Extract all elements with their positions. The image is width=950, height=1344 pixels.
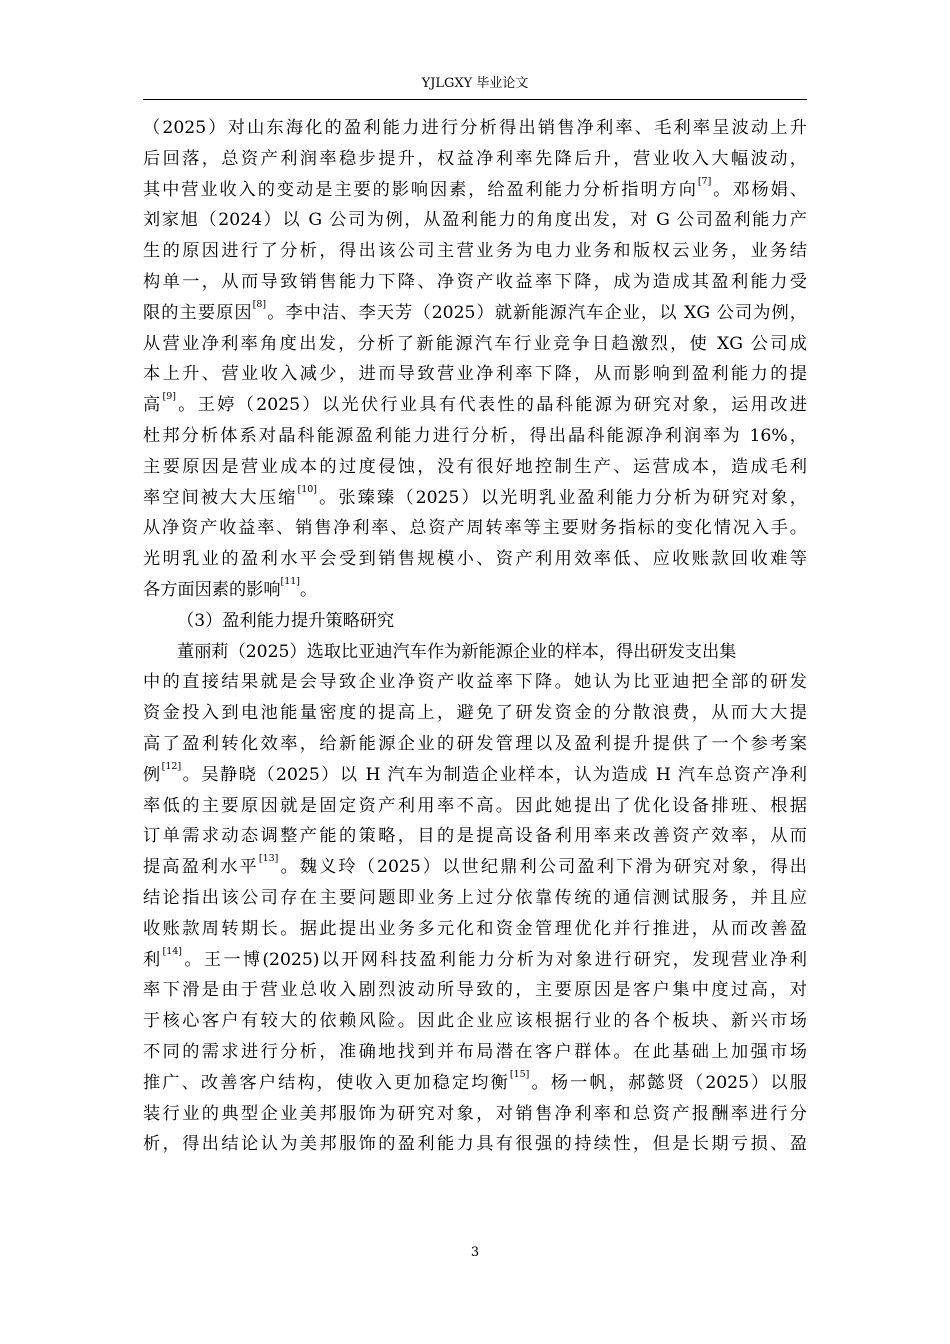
body-text-line [143,205,807,236]
line-text: 构单一，从而导致销售能力下降、净资产收益率下降，成为造成其盈利能力受 [143,271,807,292]
line-text-continued: 。王一博(2025)以开网科技盈利能力分析为对象进行研究，发现营业净利 [182,949,807,970]
body-text-line [143,791,807,822]
line-text: 收账款周转期长。据此提出业务多元化和资金管理优化并行推进，从而改善盈 [143,918,807,939]
body-text-line [143,452,807,483]
line-text-continued: 。张臻臻（2025）以光明乳业盈利能力分析为研究对象， [317,487,807,508]
line-text-continued: 。邓杨娟、 [711,179,807,200]
body-text-line [143,729,807,760]
document-body [143,113,807,1160]
body-text-line [143,329,807,360]
line-text: 本上升、营业收入减少，进而导致营业净利率下降，从而影响到盈利能力的提 [143,364,807,385]
line-text: 不同的需求进行分析，准确地找到并布局潜在客户群体。在此基础上加强市场 [143,1041,807,1062]
line-text: 高 [143,395,163,416]
citation-ref: [10] [297,483,317,495]
line-text-continued: 。吴静晓（2025）以 H 汽车为制造企业样本，认为造成 H 汽车总资产净利 [181,764,807,785]
body-text-line [143,1006,807,1037]
line-text: 生的原因进行了分析，得出该公司主营业务为电力业务和版权云业务，业务结 [143,241,807,262]
line-text: （2025）对山东海化的盈利能力进行分析得出销售净利率、毛利率呈波动上升 [143,118,807,138]
body-text-line [143,1129,807,1160]
body-text-line [143,390,807,421]
line-text: 限的主要原因 [143,302,253,323]
line-text: 中的直接结果就是会导致企业净资产收益率下降。她认为比亚迪把全部的研发 [143,672,807,693]
line-text: 后回落，总资产利润率稳步提升，权益净利率先降后升，营业收入大幅波动， [143,148,807,169]
body-text-line [143,637,807,668]
line-text: 订单需求动态调整产能的策略，目的是提高设备利用率来改善资产效率，从而 [143,826,807,847]
citation-ref: [15] [509,1068,530,1080]
body-text-line [143,575,807,606]
body-text-line [143,698,807,729]
body-text-line [143,144,807,175]
line-text: 各方面因素的影响 [143,579,281,600]
line-text: 推广、改善客户结构，使收入更加稳定均衡 [143,1072,510,1093]
line-text: 于核心客户有较大的依赖风险。因此企业应该根据行业的各个板块、新兴市场 [143,1011,807,1032]
body-text-line [143,483,807,514]
citation-ref: [9] [162,391,176,403]
line-text-continued: 。杨一帆，郝懿贤（2025）以服 [529,1072,807,1093]
line-text: 利 [143,949,163,970]
citation-ref: [13] [258,853,279,865]
line-text: 从营业净利率角度出发，分析了新能源汽车行业竞争日趋激烈，使 XG 公司成 [143,333,807,354]
section-heading [143,606,807,637]
line-text: 高了盈利转化效率，给新能源企业的研发管理以及盈利提升提供了一个参考案 [143,733,807,754]
line-text: 率低的主要原因就是固定资产利用率不高。因此她提出了优化设备排班、根据 [143,795,807,816]
body-text-line [143,298,807,329]
header-rule [143,99,807,100]
line-text: 董丽莉（2025）选取比亚迪汽车作为新能源企业的样本，得出研发支出集 [177,641,737,662]
body-text-line [143,667,807,698]
citation-ref: [12] [161,760,182,772]
line-text-continued: 。王婷（2025）以光伏行业具有代表性的晶科能源为研究对象，运用改进 [175,395,807,416]
body-text-line [143,883,807,914]
line-text: 光明乳业的盈利水平会受到销售规模小、资产利用效率低、应收账款回收难等 [143,549,807,570]
line-text: 装行业的典型企业美邦服饰为研究对象，对销售净利率和总资产报酬率进行分 [143,1103,807,1124]
line-text: 杜邦分析体系对晶科能源盈利能力进行分析，得出晶科能源净利润率为 16%， [143,425,807,446]
line-text: 结论指出该公司存在主要问题即业务上过分依靠传统的通信测试服务，并且应 [143,887,807,908]
line-text: （3）盈利能力提升策略研究 [177,610,395,631]
citation-ref: [11] [280,575,301,587]
line-text: 主要原因是营业成本的过度侵蚀，没有很好地控制生产、运营成本，造成毛利 [143,456,807,477]
body-text-line [143,113,807,144]
body-text-line [143,975,807,1006]
body-text-line [143,852,807,883]
body-text-line [143,1099,807,1130]
line-text: 率下滑是由于营业总收入剧烈波动所导致的，主要原因是客户集中度过高，对 [143,980,807,1001]
body-text-line [143,945,807,976]
line-text: 率空间被大大压缩 [143,487,298,508]
body-text-line [143,236,807,267]
body-text-line [143,513,807,544]
body-text-line [143,359,807,390]
line-text-continued: 。 [300,579,318,600]
line-text: 从净资产收益率、销售净利率、总资产周转率等主要财务指标的变化情况入手。 [143,518,807,539]
citation-ref: [7] [697,175,712,187]
citation-ref: [14] [162,945,183,957]
line-text-continued: 。李中洁、李天芳（2025）就新能源汽车企业，以 XG 公司为例， [266,302,807,323]
body-text-line [143,821,807,852]
line-text-continued: 。魏义玲（2025）以世纪鼎利公司盈利下滑为研究对象，得出 [278,857,807,878]
body-text-line [143,544,807,575]
body-text-line [143,914,807,945]
running-header: YJLGXY 毕业论文 [421,76,529,91]
line-text: 刘家旭（2024）以 G 公司为例，从盈利能力的角度出发，对 G 公司盈利能力产 [143,210,807,231]
line-text: 例 [143,764,162,785]
line-text: 析，得出结论认为美邦服饰的盈利能力具有很强的持续性，但是长期亏损、盈 [143,1134,807,1155]
body-text-line [143,760,807,791]
body-text-line [143,267,807,298]
citation-ref: [8] [252,298,267,310]
line-text: 资金投入到电池能量密度的提高上，避免了研发资金的分散浪费，从而大大提 [143,703,807,724]
body-text-line [143,1037,807,1068]
line-text: 其中营业收入的变动是主要的影响因素，给盈利能力分析指明方向 [143,179,698,200]
body-text-line [143,175,807,206]
line-text: 提高盈利水平 [143,857,259,878]
body-text-line [143,1068,807,1099]
body-text-line [143,421,807,452]
page-number: 3 [470,1245,480,1260]
